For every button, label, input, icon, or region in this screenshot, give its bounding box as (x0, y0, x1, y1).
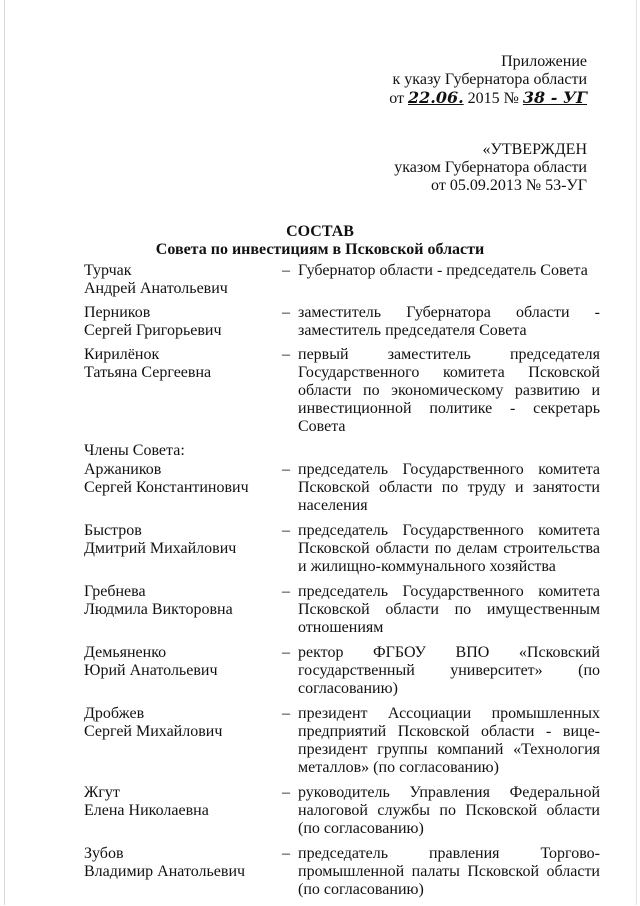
person-role: президент Ассоциации промышленных предприятий Псковской области - вице-президент группы компаний «Технология металлов» (по согласованию) (298, 705, 600, 776)
scan-left-edge (4, 0, 5, 905)
person-surname: Гребнева (84, 583, 146, 600)
person-name (84, 784, 282, 838)
person-role: Губернатор области - председатель Совета (298, 262, 588, 279)
appendix-year: 2015 № (467, 90, 519, 107)
roster-row (84, 522, 600, 576)
person-role: председатель Государственного комитета Псковской области по имущественным отношениям (298, 583, 600, 636)
members-label: Члены Совета: (84, 442, 185, 459)
person-name (84, 304, 282, 340)
person-given-name: Елена Николаевна (84, 802, 209, 819)
scan-right-edge (636, 0, 637, 905)
person-name (84, 845, 282, 899)
dash-separator: – (282, 346, 290, 363)
dash-separator: – (282, 845, 290, 862)
person-given-name: Татьяна Сергеевна (84, 364, 212, 381)
dash-separator: – (282, 304, 290, 321)
dash-separator: – (282, 705, 290, 722)
person-surname: Перников (84, 304, 151, 321)
person-surname: Демьяненко (84, 644, 167, 661)
appendix-date-prefix: от (389, 90, 404, 107)
person-name (84, 644, 282, 698)
handwritten-number: 38 - УГ (522, 88, 587, 107)
person-surname: Зубов (84, 845, 124, 862)
roster-row (84, 784, 600, 838)
roster-row (84, 346, 600, 436)
appendix-title: Приложение (501, 53, 587, 70)
dash-separator: – (282, 461, 290, 478)
document-title: СОСТАВ (286, 223, 354, 240)
roster-row (84, 644, 600, 698)
document-heading (0, 223, 640, 259)
person-surname: Турчак (84, 262, 132, 279)
person-surname: Аржаников (84, 461, 162, 478)
person-given-name: Людмила Викторовна (84, 601, 233, 618)
person-name (84, 461, 282, 515)
handwritten-date: 22.06. (407, 88, 464, 107)
person-role: председатель Государственного комитета Псковской области по делам строительства и жилищно-коммунального хозяйства (298, 522, 600, 575)
person-role: председатель правления Торгово-промышленной палаты Псковской области (по согласованию) (298, 845, 600, 898)
roster-row (84, 461, 600, 515)
person-given-name: Сергей Константинович (84, 479, 249, 496)
roster-row (84, 304, 600, 340)
person-surname: Быстров (84, 522, 142, 539)
document-subtitle: Совета по инвестициям в Псковской области (155, 241, 485, 258)
dash-separator: – (282, 583, 290, 600)
person-given-name: Сергей Михайлович (84, 723, 223, 740)
person-given-name: Юрий Анатольевич (84, 662, 218, 679)
council-roster (84, 262, 600, 906)
dash-separator: – (282, 522, 290, 539)
person-given-name: Дмитрий Михайлович (84, 540, 237, 557)
roster-row (84, 705, 600, 777)
roster-row (84, 845, 600, 899)
approval-block (394, 141, 587, 195)
person-role: ректор ФГБОУ ВПО «Псковский государственный университет» (по согласованию) (298, 644, 600, 697)
person-given-name: Андрей Анатольевич (84, 280, 228, 297)
appendix-reference: к указу Губернатора области (392, 71, 587, 88)
person-role: первый заместитель председателя Государственного комитета Псковской области по экономическому развитию и инвестиционной политике - секретарь Совета (298, 346, 600, 435)
person-name (84, 705, 282, 777)
roster-row (84, 262, 600, 298)
person-given-name: Владимир Анатольевич (84, 863, 246, 880)
person-given-name: Сергей Григорьевич (84, 322, 222, 339)
roster-row (84, 583, 600, 637)
dash-separator: – (282, 262, 290, 279)
dash-separator: – (282, 784, 290, 801)
person-name (84, 583, 282, 637)
members-list (84, 461, 600, 899)
approval-date: от 05.09.2013 № 53-УГ (431, 177, 587, 194)
person-role: руководитель Управления Федеральной налоговой службы по Псковской области (по согласованию) (298, 784, 600, 837)
person-name (84, 262, 282, 298)
approval-title: «УТВЕРЖДЕН (482, 141, 587, 158)
person-role: председатель Государственного комитета Псковской области по труду и занятости населения (298, 461, 600, 514)
appendix-date-line (389, 89, 587, 108)
appendix-block (389, 53, 587, 108)
approval-by: указом Губернатора области (394, 159, 587, 176)
person-surname: Жгут (84, 784, 120, 801)
leadership-list (84, 262, 600, 436)
person-surname: Дробжев (84, 705, 145, 722)
person-role: заместитель Губернатора области - заместитель председателя Совета (298, 304, 600, 339)
person-name (84, 346, 282, 436)
person-name (84, 522, 282, 576)
dash-separator: – (282, 644, 290, 661)
person-surname: Кирилёнок (84, 346, 160, 363)
